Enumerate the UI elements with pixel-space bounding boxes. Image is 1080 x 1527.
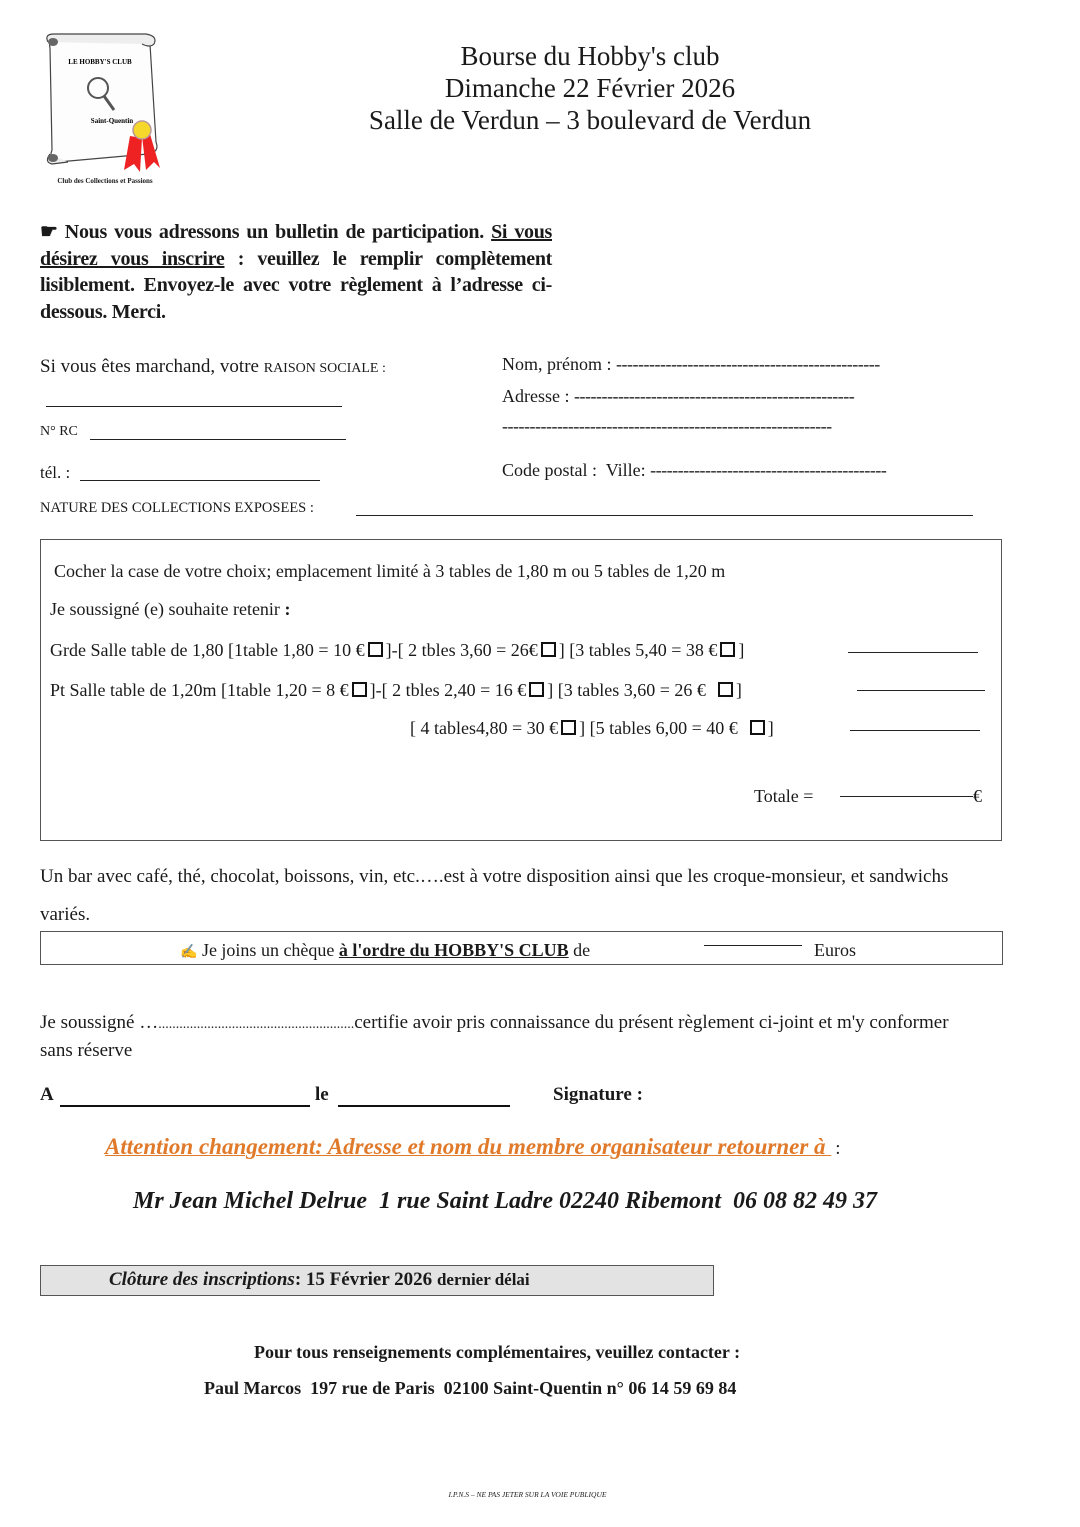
adresse-row: Adresse : --------------------------------------------------- xyxy=(502,386,855,406)
nom-prenom-row: Nom, prénom : ------------------------------------------------ xyxy=(502,354,880,374)
contact-intro: Pour tous renseignements complémentaires, veuillez contacter : xyxy=(254,1342,741,1362)
ville-field[interactable]: ------------------------------------------- xyxy=(650,460,887,480)
instruction-text: Cocher la case de votre choix; emplacement limité à 3 tables de 1,80 m ou 5 tables de 1,20 m xyxy=(54,561,726,581)
cheque-amount-field[interactable] xyxy=(704,945,802,946)
contact-details: Paul Marcos 197 rue de Paris 02100 Saint-Quentin n° 06 14 59 69 84 xyxy=(204,1378,737,1398)
checkbox-grande-1-table[interactable] xyxy=(368,642,383,657)
certify-name-field[interactable]: ........................................................ xyxy=(158,1017,355,1032)
nom-prenom-field[interactable]: ------------------------------------------------ xyxy=(616,354,880,374)
adresse-line2-field[interactable]: ------------------------------------------------------------ xyxy=(502,416,832,436)
pointing-hand-icon: ☛ xyxy=(40,221,58,243)
deadline-label: Clôture des inscriptions xyxy=(109,1269,295,1290)
bar-info: Un bar avec café, thé, chocolat, boissons, vin, etc.….est à votre disposition ainsi que les croque-monsieur, et sandwichs variés. xyxy=(40,866,949,925)
petite-salle-row-2: [ 4 tables4,80 = 30 € ] [5 tables 6,00 = 40 € ] xyxy=(410,718,774,738)
intro-underlined: Si vous désirez vous inscrire xyxy=(40,221,553,270)
tel-field[interactable] xyxy=(80,466,320,481)
certify-text: Je soussigné …........................................................certifie avoir pris connaissance du présent règlement ci-joint et m'y conformer sans réserve xyxy=(40,1012,949,1061)
scroll-logo-icon xyxy=(38,30,178,180)
attention-text: Attention changement: Adresse et nom du membre organisateur retourner à xyxy=(105,1134,826,1159)
attention-line: Attention changement: Adresse et nom du membre organisateur retourner à : xyxy=(105,1134,841,1159)
date-field[interactable] xyxy=(338,1091,510,1107)
nature-field[interactable] xyxy=(356,501,973,516)
le-label: le xyxy=(315,1084,329,1105)
checkbox-petite-1-table[interactable] xyxy=(352,682,367,697)
adresse-field[interactable]: --------------------------------------------------- xyxy=(573,386,855,406)
petite-salle-row: Pt Salle table de 1,20m [1table 1,20 = 8 € ]-[ 2 tbles 2,40 = 16 € ] [3 tables 3,60 = 26 € ] xyxy=(50,680,742,700)
event-header xyxy=(340,40,840,136)
svg-text:LE HOBBY'S CLUB: LE HOBBY'S CLUB xyxy=(68,58,132,66)
total-field[interactable] xyxy=(840,796,973,797)
nature-label: NATURE DES COLLECTIONS EXPOSEES : xyxy=(40,500,314,516)
rc-field[interactable] xyxy=(90,425,346,440)
raison-sociale-label: Si vous êtes marchand, votre RAISON SOCIALE : xyxy=(40,356,386,377)
event-date: Dimanche 22 Février 2026 xyxy=(444,73,736,103)
organizer-address: Mr Jean Michel Delrue 1 rue Saint Ladre 02240 Ribemont 06 08 82 49 37 xyxy=(133,1188,878,1214)
deadline-box: Clôture des inscriptions: 15 Février 2026 dernier délai xyxy=(40,1265,714,1296)
place-field[interactable] xyxy=(60,1091,310,1107)
svg-text:Saint-Quentin: Saint-Quentin xyxy=(90,117,134,125)
a-label: A xyxy=(40,1084,54,1105)
signature-label: Signature : xyxy=(553,1084,643,1105)
cheque-line: ✍ Je joins un chèque à l'ordre du HOBBY'S CLUB de xyxy=(180,940,591,960)
grande-salle-amount-field[interactable] xyxy=(848,652,978,653)
ipns-footer: I.P.N.S – NE PAS JETER SUR LA VOIE PUBLIQUE xyxy=(448,1490,607,1499)
cp-ville-row: Code postal : Ville: ------------------------------------------- xyxy=(502,460,887,480)
raison-sociale-field[interactable] xyxy=(46,392,342,407)
club-logo xyxy=(38,30,178,190)
checkbox-petite-5-tables[interactable] xyxy=(750,720,765,735)
logo-caption: Club des Collections et Passions xyxy=(57,177,153,185)
cheque-currency: Euros xyxy=(814,940,856,960)
checkbox-grande-2-tables[interactable] xyxy=(541,642,556,657)
grande-salle-row: Grde Salle table de 1,80 [1table 1,80 = 10 € ]-[ 2 tbles 3,60 = 26€ ] [3 tables 5,40 = 38 € ] xyxy=(50,640,745,660)
total-label: Totale = xyxy=(754,786,814,806)
retain-text: Je soussigné (e) souhaite retenir : xyxy=(50,599,291,619)
petite-salle-amount-field-2[interactable] xyxy=(850,730,980,731)
checkbox-petite-3-tables[interactable] xyxy=(718,682,733,697)
event-title: Bourse du Hobby's club xyxy=(460,41,720,71)
intro-paragraph: ☛ Nous vous adressons un bulletin de participation. Si vous désirez vous inscrire : veuillez le remplir complètement lisiblement. Envoyez-le avec votre règlement à l’adresse ci-dessous. Merci. xyxy=(40,221,553,323)
checkbox-petite-2-tables[interactable] xyxy=(529,682,544,697)
checkbox-petite-4-tables[interactable] xyxy=(561,720,576,735)
checkbox-grande-3-tables[interactable] xyxy=(720,642,735,657)
tel-label: tél. : xyxy=(40,463,71,482)
writing-hand-icon: ✍ xyxy=(180,945,198,960)
rc-label: N° RC xyxy=(40,424,78,439)
event-venue: Salle de Verdun – 3 boulevard de Verdun xyxy=(368,105,812,135)
petite-salle-amount-field[interactable] xyxy=(857,690,985,691)
deadline-date: : 15 Février 2026 xyxy=(294,1269,433,1290)
total-currency: € xyxy=(973,786,982,806)
